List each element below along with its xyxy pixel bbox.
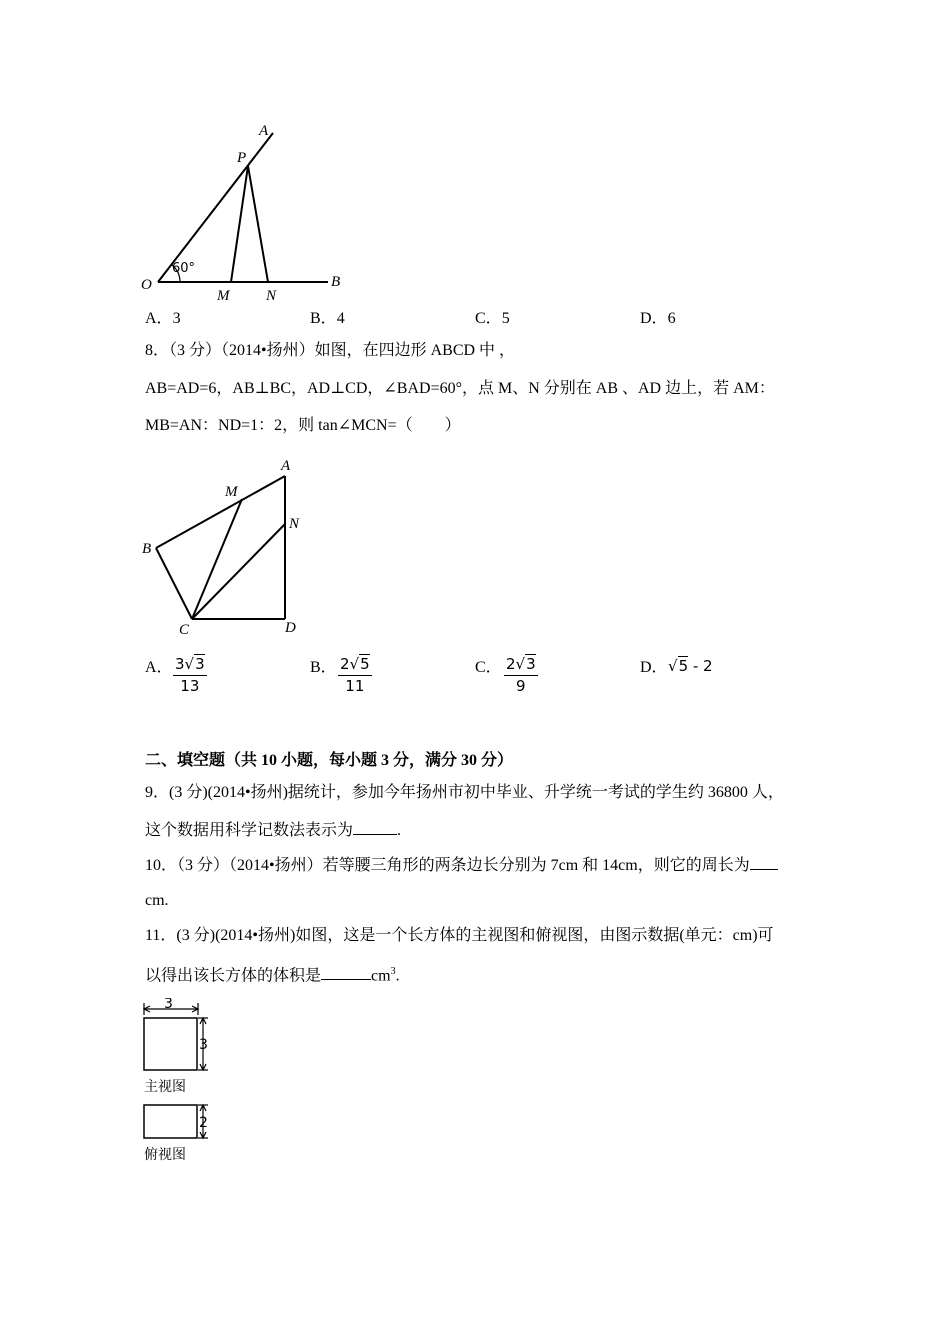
answer-blank[interactable] [321, 964, 371, 980]
label-N: N [289, 516, 300, 532]
q8-option-b-fraction: 2√5 11 [340, 655, 370, 695]
q8-line-1: 8．（3 分）（2014•扬州）如图，在四边形 ABCD 中 ， [145, 342, 516, 359]
height-label: 3 [199, 1037, 208, 1053]
depth-label: 2 [199, 1115, 208, 1131]
label-O: O [141, 277, 152, 293]
q7-option-d: D．6 [640, 310, 676, 327]
q8-option-c-letter: C． [475, 659, 502, 676]
side-AB [156, 476, 285, 548]
section-title: 二、填空题（共 10 小题，每小题 3 分，满分 30 分） [145, 752, 514, 769]
label-M: M [217, 288, 230, 303]
q8-line-3: MB=AN：ND=1：2，则 tan∠MCN=（ ） [145, 417, 461, 434]
label-D: D [285, 620, 296, 636]
q10-line-2: cm. [145, 892, 169, 909]
label-N: N [266, 288, 277, 303]
figure-q7 [135, 118, 355, 303]
q7-option-b: B．4 [310, 310, 345, 327]
q8-option-d-letter: D． [640, 659, 668, 676]
q9-line-1: 9．(3 分)(2014•扬州)据统计，参加今年扬州市初中毕业、升学统一考试的学生约 36800 人， [145, 784, 784, 801]
width-label: 3 [164, 998, 173, 1012]
q9-line-2: 这个数据用科学记数法表示为 . [145, 819, 401, 841]
q8-option-a-fraction: 3√3 13 [175, 655, 205, 695]
segment-CN [192, 524, 285, 619]
q7-option-c: C．5 [475, 310, 510, 327]
q8-option-d-expression: √5 - 2 [668, 657, 713, 675]
front-view-caption: 主视图 [144, 1079, 186, 1095]
label-C: C [179, 622, 190, 638]
top-view-caption: 俯视图 [144, 1147, 186, 1163]
q8-option-b-letter: B． [310, 659, 337, 676]
answer-blank[interactable] [353, 819, 397, 835]
label-A: A [259, 123, 269, 139]
front-view-rect [144, 1018, 197, 1070]
segment-PN [248, 166, 268, 282]
figure-q11 [140, 998, 230, 1170]
figure-q8 [135, 452, 315, 642]
side-BC [156, 548, 192, 619]
label-B: B [331, 274, 341, 290]
label-A: A [281, 458, 291, 474]
q8-option-c-fraction: 2√3 9 [506, 655, 536, 695]
q7-option-a: A．3 [145, 310, 181, 327]
top-view-rect [144, 1105, 197, 1138]
q11-line-2: 以得出该长方体的体积是 $cm^3$. [145, 966, 400, 985]
label-B: B [142, 541, 152, 557]
q10-line-1: 10．（3 分）（2014•扬州）若等腰三角形的两条边长分别为 7cm 和 14cm，则它的周长为 [145, 854, 778, 876]
q8-option-a-letter: A． [145, 659, 173, 676]
q11-line-1: 11．(3 分)(2014•扬州)如图，这是一个长方体的主视图和俯视图，由图示数据(单元：cm)可 [145, 927, 774, 944]
label-P: P [237, 150, 247, 166]
q8-line-2: AB=AD=6，AB⊥BC，AD⊥CD，∠BAD=60°，点 M、N 分别在 AB 、AD 边上，若 AM： [145, 380, 775, 397]
label-M: M [225, 484, 238, 500]
label-angle: 60° [172, 261, 196, 276]
answer-blank[interactable] [750, 854, 778, 870]
segment-CM [192, 499, 242, 619]
